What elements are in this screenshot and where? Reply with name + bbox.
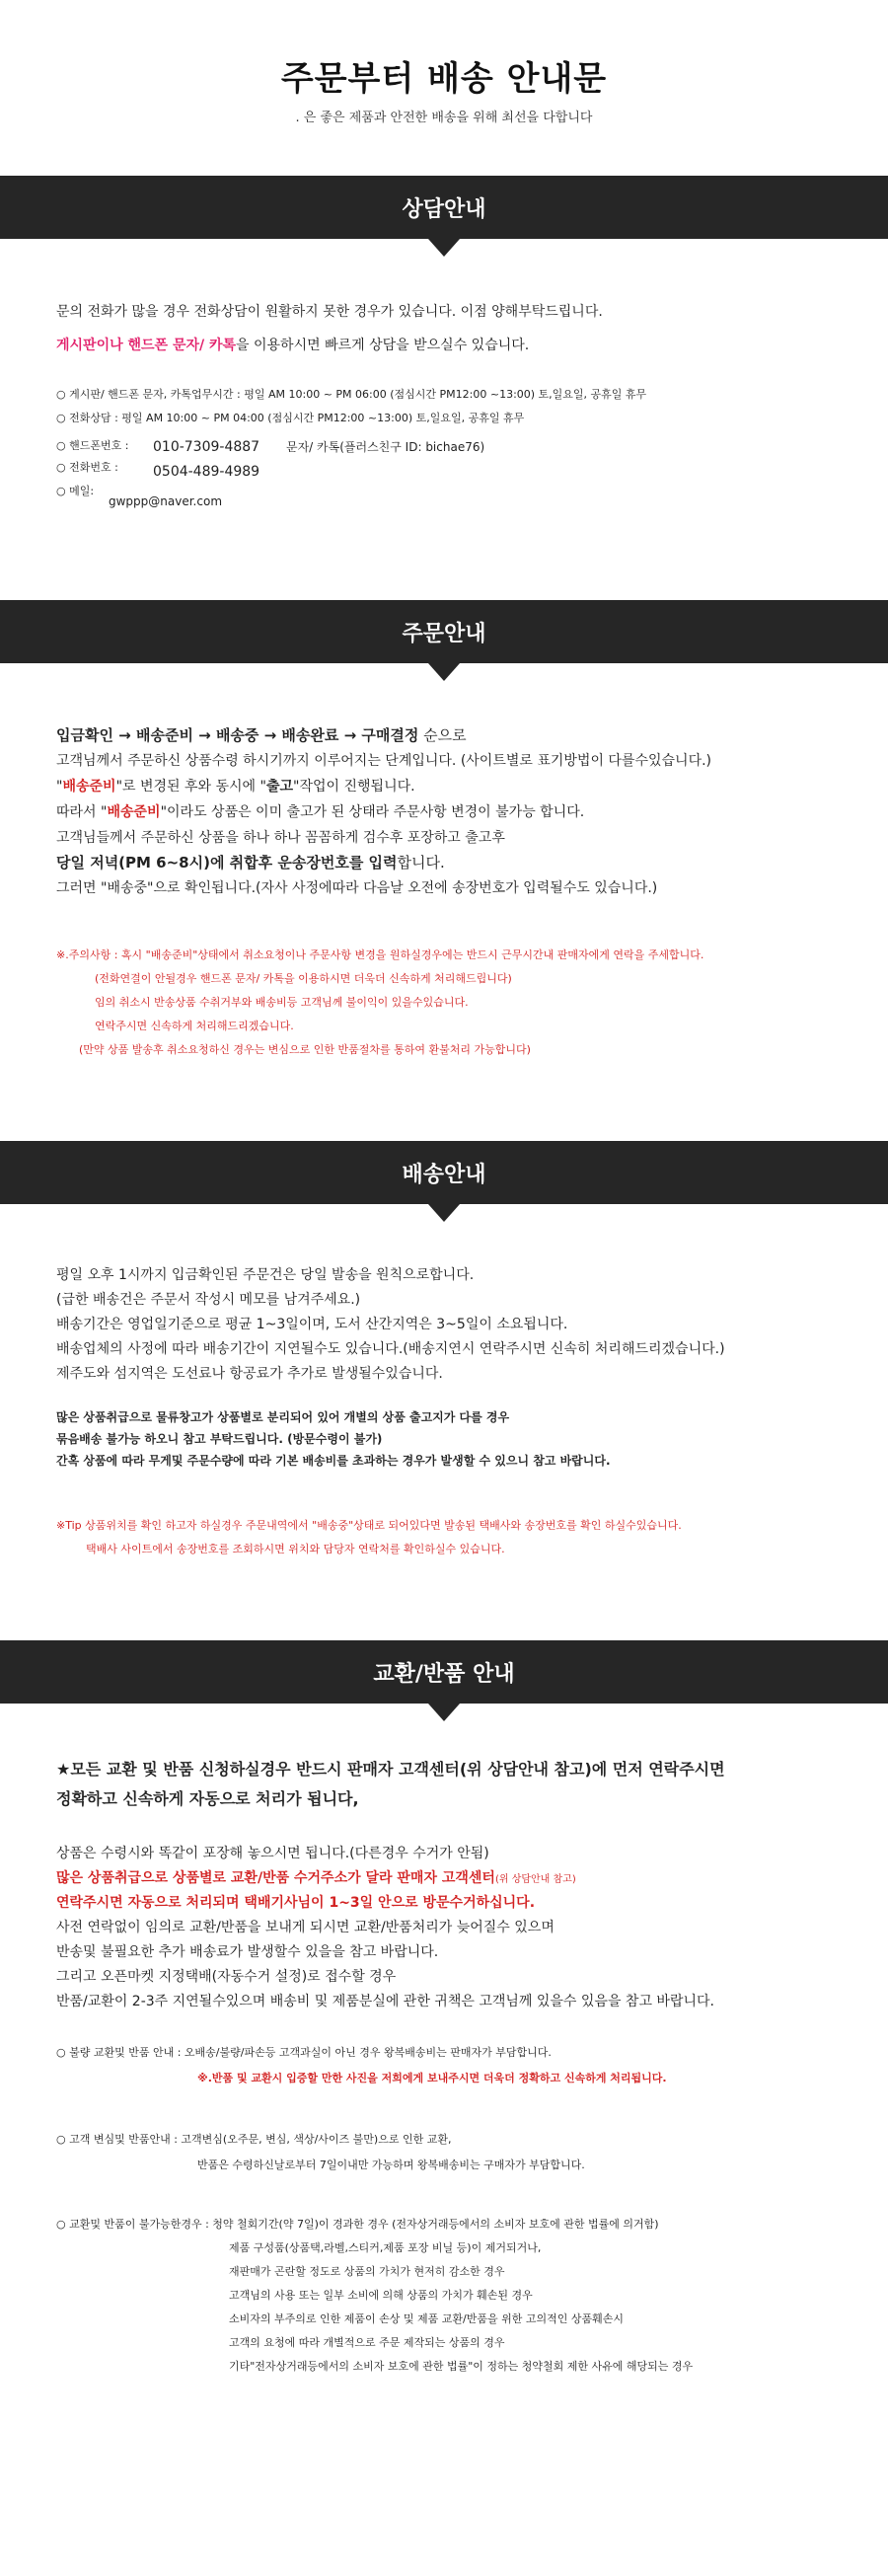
order-flow-suffix: 순으로 xyxy=(418,726,467,744)
refusal-case-6: 기타"전자상거래등에서의 소비자 보호에 관한 법률"이 정하는 청약철회 제한 사유에 해당되는 경우 xyxy=(229,2360,694,2373)
section-notch xyxy=(428,663,460,681)
order-caution-1: ※.주의사항 : 혹시 "배송준비"상태에서 취소요청이나 주문사항 변경을 원하실경우에는 반드시 근무시간내 판매자에게 연락을 주세합니다. xyxy=(56,948,704,961)
consult-method-text: 을 이용하시면 빠르게 상담을 받으실수 있습니다. xyxy=(236,338,530,353)
consult-section-header xyxy=(0,176,888,239)
exchange-line-2 xyxy=(56,1868,576,1890)
consult-contact-method xyxy=(56,336,529,355)
exchange-line-4: 사전 연락없이 임의로 교환/반품을 보내게 되시면 교환/반품처리가 늦어질수 있으며 xyxy=(56,1920,555,1935)
delivery-section-title: 배송안내 xyxy=(402,1163,486,1187)
change-prefix: 따라서 " xyxy=(56,804,108,820)
delivery-bold-1: 많은 상품취급으로 물류창고가 상품별로 분리되어 있어 개별의 상품 출고지가 다를 경우 xyxy=(56,1410,510,1424)
exchange-headline-1: ★모든 교환 및 반품 신청하실경우 반드시 판매자 고객센터(위 상담안내 참고)에 먼저 연락주시면 xyxy=(56,1760,725,1779)
quote-mark: " xyxy=(56,779,63,795)
order-caution-5: (만약 상품 발송후 취소요청하신 경우는 변심으로 인한 반품절차를 통하여 환불처리 가능합니다) xyxy=(79,1043,531,1056)
consult-section-title: 상담안내 xyxy=(402,197,486,222)
tel-label: ○ 전화번호 : xyxy=(56,461,118,474)
ready-mid: "로 변경된 후와 동시에 " xyxy=(115,779,266,795)
delivery-line-2: (급한 배송건은 주문서 작성시 메모를 남겨주세요.) xyxy=(56,1292,361,1308)
delivery-line-4: 배송업체의 사정에 따라 배송기간이 지연될수도 있습니다.(배송지연시 연락주시면 신속히 처리해드리겠습니다.) xyxy=(56,1341,725,1357)
exchange-line-6: 그리고 오픈마켓 지정택배(자동수거 설정)로 접수할 경우 xyxy=(56,1969,397,1985)
phone-hours: ○ 전화상담 : 평일 AM 10:00 ~ PM 04:00 (점심시간 PM12:00 ~13:00) 토,일요일, 공휴일 휴무 xyxy=(56,412,525,424)
refusal-case-2: 재판매가 곤란할 정도로 상품의 가치가 현저히 감소한 경우 xyxy=(229,2265,505,2278)
page-title: 주문부터 배송 안내문 xyxy=(280,59,608,99)
kakao-id: 문자/ 카톡(플러스친구 ID: bichae76) xyxy=(286,440,485,454)
exchange-section-header xyxy=(0,1640,888,1704)
delivery-section-header xyxy=(0,1141,888,1204)
order-flow xyxy=(56,725,467,745)
order-ready-text xyxy=(56,777,415,796)
order-section-header xyxy=(0,600,888,663)
refusal-case-4: 소비자의 부주의로 인한 제품이 손상 및 제품 교환/반품을 위한 고의적인 상품훼손시 xyxy=(229,2312,624,2325)
exchange-line-5: 반송및 불필요한 추가 배송료가 발생할수 있을을 참고 바랍니다. xyxy=(56,1944,439,1960)
exchange-address-highlight: 많은 상품취급으로 상품별로 교환/반품 수거주소가 달라 판매자 고객센터 xyxy=(56,1870,495,1886)
order-change-text xyxy=(56,802,584,822)
exchange-headline-2: 정확하고 신속하게 자동으로 처리가 됩니다, xyxy=(56,1789,359,1808)
order-flow-steps: 입금확인 → 배송준비 → 배송중 → 배송완료 → 구매결정 xyxy=(56,726,419,744)
change-end: "이라도 상품은 이미 출고가 된 상태라 주문사항 변경이 불가능 합니다. xyxy=(160,804,585,820)
board-hours: ○ 게시판/ 핸드폰 문자, 카톡업무시간 : 평일 AM 10:00 ~ PM 06:00 (점심시간 PM12:00 ~13:00) 토,일요일, 공휴일 휴무 xyxy=(56,388,647,401)
consult-highlight: 게시판이나 핸드폰 문자/ 카톡 xyxy=(56,338,237,353)
order-shipping-status-text: 그러면 "배송중"으로 확인됩니다.(자사 사정에따라 다음날 오전에 송장번호가 입력될수도 있습니다.) xyxy=(56,880,658,896)
consult-notice-text: 문의 전화가 많을 경우 전화상담이 원활하지 못한 경우가 있습니다. 이점 양해부탁드립니다. xyxy=(56,304,603,320)
ready-highlight: 배송준비 xyxy=(62,779,116,795)
change-of-mind-info: ○ 고객 변심및 반품안내 : 고객변심(오주문, 변심, 색상/사이즈 불만)으로 인한 교환, xyxy=(56,2133,452,2146)
delivery-line-3: 배송기간은 영업일기준으로 평균 1~3일이며, 도서 산간지역은 3~5일이 소요됩니다. xyxy=(56,1317,568,1332)
section-notch xyxy=(428,239,460,257)
section-notch xyxy=(428,1204,460,1222)
exchange-address-note: (위 상담안내 참고) xyxy=(494,1874,576,1885)
refusal-header: ○ 교환및 반품이 불가능한경우 : 청약 철회기간(약 7일)이 경과한 경우 (전자상거래등에서의 소비자 보호에 관한 법률에 의거함) xyxy=(56,2218,659,2231)
change-of-mind-detail: 반품은 수령하신날로부터 7일이내만 가능하며 왕복배송비는 구매자가 부담합니다. xyxy=(197,2159,585,2171)
refusal-case-3: 고객님의 사용 또는 일부 소비에 의해 상품의 가치가 훼손된 경우 xyxy=(229,2289,533,2302)
mail-label: ○ 메일: xyxy=(56,485,95,497)
order-section-title: 주문안내 xyxy=(402,622,486,646)
order-tracking-text xyxy=(56,853,445,872)
ready-end: "작업이 진행됩니다. xyxy=(293,779,415,795)
ship-highlight: 출고 xyxy=(265,779,294,795)
delivery-tip-1: ※Tip 상품위치를 확인 하고자 하실경우 주문내역에서 "배송중"상태로 되어있다면 발송된 택배사와 송장번호를 확인 하실수있습니다. xyxy=(56,1519,682,1532)
delivery-line-5: 제주도와 섬지역은 도선료나 항공료가 추가로 발생될수있습니다. xyxy=(56,1366,443,1382)
delivery-bold-3: 간혹 상품에 따라 무게및 주문수량에 따라 기본 배송비를 초과하는 경우가 발생할 수 있으니 참고 바랍니다. xyxy=(56,1454,611,1468)
delivery-tip-2: 택배사 사이트에서 송장번호를 조회하시면 위치와 담당자 연락처를 확인하실수 있습니다. xyxy=(86,1543,505,1555)
order-inspect-text: 고객님들께서 주문하신 상품을 하나 하나 꼼꼼하게 검수후 포장하고 출고후 xyxy=(56,830,505,846)
defect-exchange-info: ○ 불량 교환및 반품 안내 : 오배송/불량/파손등 고객과실이 아닌 경우 왕복배송비는 판매자가 부담합니다. xyxy=(56,2046,552,2059)
order-caution-4: 연락주시면 신속하게 처리해드리겠습니다. xyxy=(95,1020,294,1032)
refusal-case-5: 고객의 요청에 따라 개별적으로 주문 제작되는 상품의 경우 xyxy=(229,2336,505,2349)
refusal-case-1: 제품 구성품(상품택,라벨,스티커,제품 포장 비닐 등)이 제거되거나, xyxy=(229,2241,542,2254)
order-stage-text: 고객님께서 주문하신 상품수령 하시기까지 이루어지는 단계입니다. (사이트별로 표기방법이 다를수있습니다.) xyxy=(56,753,712,769)
tracking-highlight: 당일 저녁(PM 6~8시)에 취합후 운송장번호를 입력 xyxy=(56,854,398,871)
mobile-label: ○ 핸드폰번호 : xyxy=(56,439,129,452)
change-highlight: 배송준비 xyxy=(107,804,161,820)
exchange-section-title: 교환/반품 안내 xyxy=(373,1662,515,1687)
tel-number: 0504-489-4989 xyxy=(153,464,260,480)
section-notch xyxy=(428,1704,460,1721)
order-caution-2: (전화연결이 안될경우 핸드폰 문자/ 카톡을 이용하시면 더욱더 신속하게 처리해드립니다) xyxy=(95,972,512,985)
delivery-line-1: 평일 오후 1시까지 입금확인된 주문건은 당일 발송을 원칙으로합니다. xyxy=(56,1267,475,1283)
exchange-line-7: 반품/교환이 2-3주 지연될수있으며 배송비 및 제품분실에 관한 귀책은 고객님께 있을수 있음을 참고 바랍니다. xyxy=(56,1994,714,2009)
delivery-bold-2: 묶음배송 불가능 하오니 참고 부탁드립니다. (방문수령이 불가) xyxy=(56,1432,383,1446)
exchange-line-3: 연락주시면 자동으로 처리되며 택배기사님이 1~3일 안으로 방문수거하십니다. xyxy=(56,1895,536,1911)
defect-photo-note: ※.반품 및 교환시 입증할 만한 사진을 저희에게 보내주시면 더욱더 정확하고 신속하게 처리됩니다. xyxy=(197,2072,667,2084)
mobile-number: 010-7309-4887 xyxy=(153,439,260,455)
page-subtitle: . 은 좋은 제품과 안전한 배송을 위해 최선을 다합니다 xyxy=(295,111,593,125)
tracking-end: 합니다. xyxy=(397,854,445,871)
mail-address: gwppp@naver.com xyxy=(109,494,223,508)
order-caution-3: 임의 취소시 반송상품 수취거부와 배송비등 고객님께 불이익이 있을수있습니다. xyxy=(95,996,469,1009)
exchange-line-1: 상품은 수령시와 똑같이 포장해 놓으시면 됩니다.(다른경우 수거가 안됨) xyxy=(56,1846,489,1861)
